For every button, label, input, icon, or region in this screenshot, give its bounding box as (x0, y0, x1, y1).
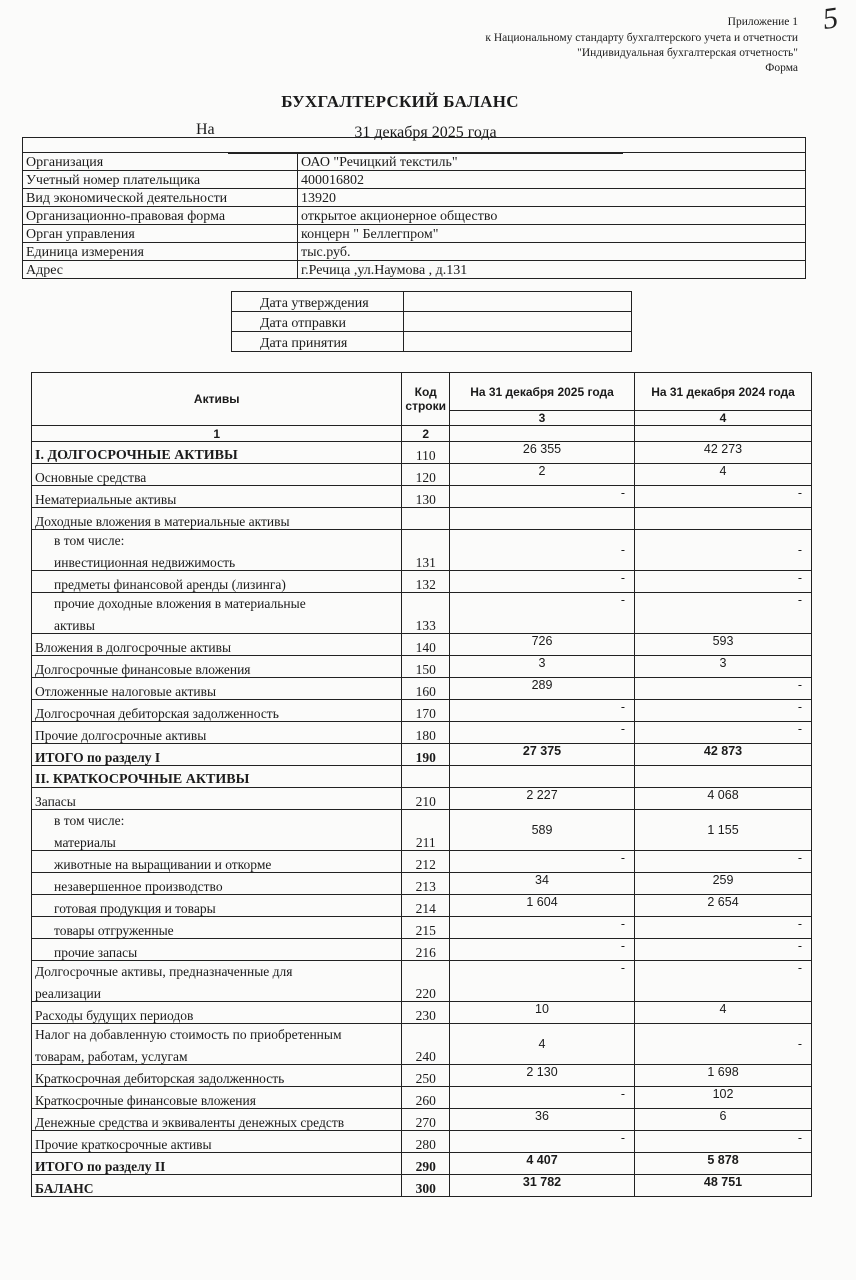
row-code: 190 (402, 744, 450, 766)
row-label: предметы финансовой аренды (лизинга) (32, 571, 402, 593)
row-label-line1: Налог на добавленную стоимость по приобретенным (35, 1027, 342, 1042)
info-row (23, 207, 806, 225)
dash: - (797, 486, 802, 500)
value-2025: 589 (450, 810, 635, 851)
table-row (32, 656, 812, 678)
info-row (23, 261, 806, 279)
date-row (232, 332, 632, 352)
row-label: незавершенное производство (32, 873, 402, 895)
value-2025: 2 227 (450, 788, 635, 810)
table-row (32, 851, 812, 873)
date-label: Дата отправки (232, 312, 404, 332)
row-code: 270 (402, 1109, 450, 1131)
table-row (32, 961, 812, 1002)
value-2025: 1 604 (450, 895, 635, 917)
table-row (32, 464, 812, 486)
dates-table (231, 291, 632, 352)
value-2025 (450, 939, 635, 961)
row-label: ИТОГО по разделу I (32, 744, 402, 766)
dash: - (620, 917, 625, 931)
row-code: 215 (402, 917, 450, 939)
row-code: 210 (402, 788, 450, 810)
date-value (404, 292, 632, 312)
dash: - (797, 571, 802, 585)
standard-reference: к Национальному стандарту бухгалтерского учета и отчетности (485, 32, 798, 44)
value-2024: 5 878 (635, 1153, 812, 1175)
table-row (32, 634, 812, 656)
row-label: готовая продукция и товары (32, 895, 402, 917)
value-2024: 4 (635, 464, 812, 486)
row-label (32, 530, 402, 571)
row-code: 132 (402, 571, 450, 593)
dash: - (620, 961, 625, 975)
value-2025: 31 782 (450, 1175, 635, 1197)
value-2024 (635, 851, 812, 873)
value-2025 (450, 530, 635, 571)
table-row (32, 1002, 812, 1024)
value-2024: 1 698 (635, 1065, 812, 1087)
table-row (32, 1175, 812, 1197)
row-code: 280 (402, 1131, 450, 1153)
value-2024: 2 654 (635, 895, 812, 917)
form-label: Форма (765, 62, 798, 74)
handwritten-page-number: 5 (820, 1, 841, 36)
info-row (23, 189, 806, 207)
value-2025: 3 (450, 656, 635, 678)
row-code: 180 (402, 722, 450, 744)
empty-cell (450, 426, 635, 442)
row-code: 133 (402, 593, 450, 634)
value-2024 (635, 1024, 812, 1065)
header-code: Код строки (402, 373, 450, 426)
row-code: 212 (402, 851, 450, 873)
date-value (404, 332, 632, 352)
dash: - (620, 543, 625, 557)
row-label: Долгосрочная дебиторская задолженность (32, 700, 402, 722)
date-label: Дата принятия (232, 332, 404, 352)
row-code: 140 (402, 634, 450, 656)
row-label-line2: материалы (54, 835, 116, 850)
row-code (402, 508, 450, 530)
row-code: 216 (402, 939, 450, 961)
row-label: прочие запасы (32, 939, 402, 961)
row-code: 120 (402, 464, 450, 486)
row-label (32, 593, 402, 634)
table-row (32, 788, 812, 810)
row-code: 214 (402, 895, 450, 917)
col-number-4: 4 (635, 411, 812, 426)
table-row (32, 895, 812, 917)
value-2025: 2 130 (450, 1065, 635, 1087)
value-2025 (450, 508, 635, 530)
value-2024 (635, 700, 812, 722)
value-2025 (450, 766, 635, 788)
row-code: 240 (402, 1024, 450, 1065)
value-2024: 48 751 (635, 1175, 812, 1197)
value-2024: 42 273 (635, 442, 812, 464)
value-2025: 2 (450, 464, 635, 486)
row-label: Вложения в долгосрочные активы (32, 634, 402, 656)
row-label: Краткосрочные финансовые вложения (32, 1087, 402, 1109)
info-label: Вид экономической деятельности (23, 189, 298, 207)
table-row (32, 486, 812, 508)
table-row (32, 442, 812, 464)
value-2024: 3 (635, 656, 812, 678)
value-2025: 10 (450, 1002, 635, 1024)
info-value: ОАО "Речицкий текстиль" (298, 153, 806, 171)
standard-name: "Индивидуальная бухгалтерская отчетность" (577, 47, 798, 59)
dash: - (797, 1131, 802, 1145)
value-2024 (635, 571, 812, 593)
dash: - (797, 678, 802, 692)
row-label: Прочие долгосрочные активы (32, 722, 402, 744)
info-label: Адрес (23, 261, 298, 279)
table-row (32, 1153, 812, 1175)
dash: - (797, 917, 802, 931)
row-label: Отложенные налоговые активы (32, 678, 402, 700)
value-2024 (635, 530, 812, 571)
table-row (32, 1087, 812, 1109)
table-row (32, 1065, 812, 1087)
info-row (23, 153, 806, 171)
table-row (32, 678, 812, 700)
dash: - (797, 722, 802, 736)
table-row (32, 744, 812, 766)
header-2024: На 31 декабря 2024 года (635, 373, 812, 411)
value-2025 (450, 593, 635, 634)
info-row (23, 171, 806, 189)
dash: - (797, 543, 802, 557)
row-label: II. КРАТКОСРОЧНЫЕ АКТИВЫ (32, 766, 402, 788)
value-2024 (635, 766, 812, 788)
value-2025 (450, 486, 635, 508)
dash: - (620, 700, 625, 714)
value-2025: 27 375 (450, 744, 635, 766)
row-code: 213 (402, 873, 450, 895)
value-2025 (450, 961, 635, 1002)
value-2024 (635, 486, 812, 508)
value-2025 (450, 571, 635, 593)
value-2024 (635, 939, 812, 961)
row-code: 290 (402, 1153, 450, 1175)
header-2025: На 31 декабря 2025 года (450, 373, 635, 411)
dash: - (620, 1087, 625, 1101)
row-code: 131 (402, 530, 450, 571)
info-value: 400016802 (298, 171, 806, 189)
row-code: 130 (402, 486, 450, 508)
value-2025 (450, 1131, 635, 1153)
dash: - (620, 722, 625, 736)
row-code: 230 (402, 1002, 450, 1024)
dash: - (620, 593, 625, 607)
row-label: Расходы будущих периодов (32, 1002, 402, 1024)
value-2024: 4 068 (635, 788, 812, 810)
dash: - (797, 961, 802, 975)
row-label (32, 961, 402, 1002)
info-value: 13920 (298, 189, 806, 207)
info-value: открытое акционерное общество (298, 207, 806, 225)
row-label: Доходные вложения в материальные активы (32, 508, 402, 530)
table-row (32, 571, 812, 593)
row-label: товары отгруженные (32, 917, 402, 939)
col-number-1: 1 (32, 426, 402, 442)
info-label: Учетный номер плательщика (23, 171, 298, 189)
row-label: I. ДОЛГОСРОЧНЫЕ АКТИВЫ (32, 442, 402, 464)
table-row (32, 917, 812, 939)
info-value: концерн " Беллегпром" (298, 225, 806, 243)
date-value (404, 312, 632, 332)
table-row (32, 1109, 812, 1131)
value-2025: 34 (450, 873, 635, 895)
value-2024: 259 (635, 873, 812, 895)
row-label-line1: в том числе: (54, 533, 125, 548)
table-row (32, 1131, 812, 1153)
value-2024 (635, 961, 812, 1002)
value-2024: 593 (635, 634, 812, 656)
row-code (402, 766, 450, 788)
row-label (32, 810, 402, 851)
value-2025 (450, 1087, 635, 1109)
row-code: 300 (402, 1175, 450, 1197)
table-row (32, 530, 812, 571)
row-label: Денежные средства и эквиваленты денежных средств (32, 1109, 402, 1131)
col-number-3: 3 (450, 411, 635, 426)
row-code: 260 (402, 1087, 450, 1109)
info-value: г.Речица ,ул.Наумова , д.131 (298, 261, 806, 279)
value-2025 (450, 722, 635, 744)
dash: - (620, 571, 625, 585)
table-row (32, 810, 812, 851)
value-2024: 6 (635, 1109, 812, 1131)
as-of-label: На (196, 121, 215, 138)
row-label: Запасы (32, 788, 402, 810)
row-code: 211 (402, 810, 450, 851)
dash: - (797, 700, 802, 714)
value-2025: 4 407 (450, 1153, 635, 1175)
value-2025: 4 (450, 1024, 635, 1065)
row-code: 170 (402, 700, 450, 722)
value-2024: 102 (635, 1087, 812, 1109)
row-code: 110 (402, 442, 450, 464)
value-2025: 26 355 (450, 442, 635, 464)
row-code: 150 (402, 656, 450, 678)
row-label: Краткосрочная дебиторская задолженность (32, 1065, 402, 1087)
date-label: Дата утверждения (232, 292, 404, 312)
dash: - (797, 939, 802, 953)
balance-sheet-table (31, 372, 812, 1197)
row-label: ИТОГО по разделу II (32, 1153, 402, 1175)
document-title: БУХГАЛТЕРСКИЙ БАЛАНС (281, 92, 519, 111)
info-label: Организационно-правовая форма (23, 207, 298, 225)
table-row (32, 700, 812, 722)
header-assets: Активы (32, 373, 402, 426)
row-label-line2: товарам, работам, услугам (35, 1049, 188, 1064)
col-number-2: 2 (402, 426, 450, 442)
row-code: 250 (402, 1065, 450, 1087)
table-row (32, 939, 812, 961)
table-row (32, 873, 812, 895)
value-2025: 726 (450, 634, 635, 656)
value-2024 (635, 678, 812, 700)
row-code: 160 (402, 678, 450, 700)
dash: - (620, 851, 625, 865)
row-label: Долгосрочные финансовые вложения (32, 656, 402, 678)
row-label (32, 1024, 402, 1065)
value-2024 (635, 593, 812, 634)
value-2024 (635, 1131, 812, 1153)
row-label-line1: в том числе: (54, 813, 125, 828)
info-top-row (23, 138, 806, 153)
info-label: Единица измерения (23, 243, 298, 261)
row-label: Основные средства (32, 464, 402, 486)
table-row (32, 722, 812, 744)
row-label: животные на выращивании и откорме (32, 851, 402, 873)
value-2024 (635, 917, 812, 939)
dash: - (797, 593, 802, 607)
info-label: Организация (23, 153, 298, 171)
value-2025 (450, 700, 635, 722)
row-code: 220 (402, 961, 450, 1002)
organization-info-table (22, 137, 806, 279)
info-value: тыс.руб. (298, 243, 806, 261)
dash: - (797, 851, 802, 865)
info-row (23, 225, 806, 243)
value-2025 (450, 917, 635, 939)
date-row (232, 292, 632, 312)
value-2025: 36 (450, 1109, 635, 1131)
dash: - (620, 486, 625, 500)
row-label-line2: инвестиционная недвижимость (54, 555, 236, 570)
value-2024: 1 155 (635, 810, 812, 851)
row-label-line1: прочие доходные вложения в материальные (54, 596, 306, 611)
value-2024 (635, 508, 812, 530)
row-label-line2: реализации (35, 986, 101, 1001)
row-label-line2: активы (54, 618, 95, 633)
table-row (32, 508, 812, 530)
dash: - (797, 1037, 802, 1051)
row-label: Нематериальные активы (32, 486, 402, 508)
appendix-label: Приложение 1 (727, 16, 798, 28)
date-row (232, 312, 632, 332)
value-2025: 289 (450, 678, 635, 700)
info-label: Орган управления (23, 225, 298, 243)
info-row (23, 243, 806, 261)
value-2024: 42 873 (635, 744, 812, 766)
row-label-line1: Долгосрочные активы, предназначенные для (35, 964, 293, 979)
table-row (32, 1024, 812, 1065)
dash: - (620, 939, 625, 953)
dash: - (620, 1131, 625, 1145)
row-label: БАЛАНС (32, 1175, 402, 1197)
as-of-date: 31 декабря 2025 года (354, 124, 497, 141)
value-2025 (450, 851, 635, 873)
table-row (32, 766, 812, 788)
table-row (32, 593, 812, 634)
empty-cell (635, 426, 812, 442)
value-2024: 4 (635, 1002, 812, 1024)
value-2024 (635, 722, 812, 744)
row-label: Прочие краткосрочные активы (32, 1131, 402, 1153)
